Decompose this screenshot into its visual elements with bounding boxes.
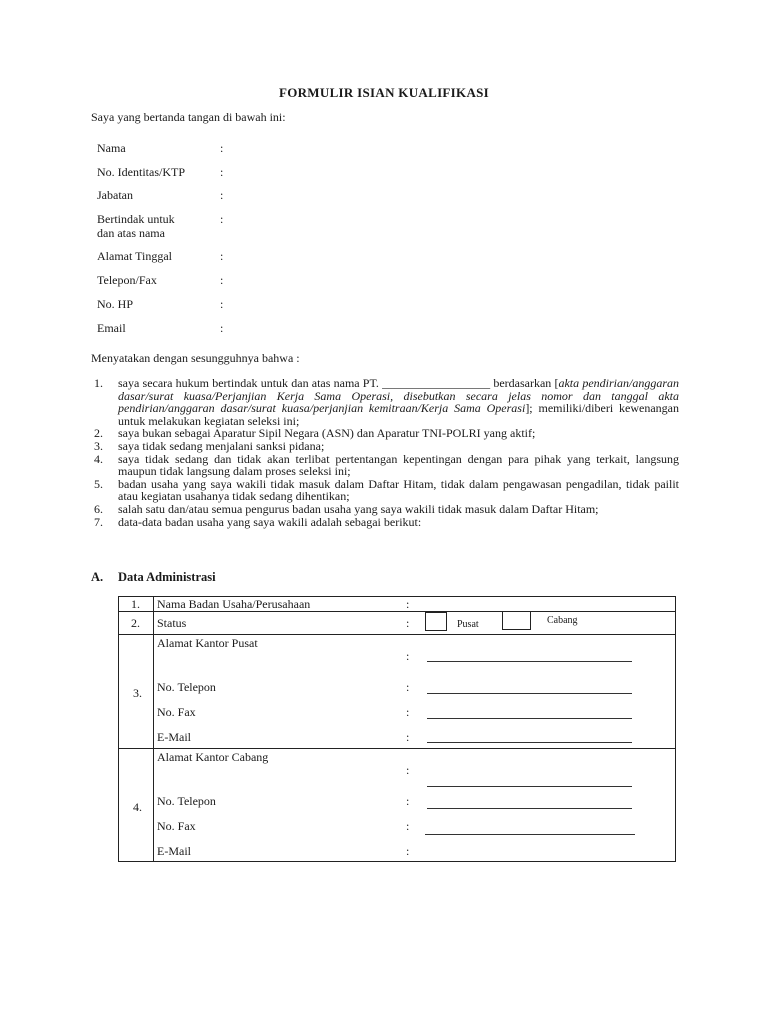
field-colon: : [406,794,410,808]
list-text: saya bukan sebagai Aparatur Sipil Negara (ASN) dan Aparatur TNI-POLRI yang aktif; [118,426,536,441]
list-text-italic: akta pendirian/anggaran dasar/surat kuasa/Perjanjian Kerja Sama Operasi, disebutkan secara jelas nomor dan tanggal akta pendirian/anggaran dasar/surat kuasa/perjanjian kemitraan/Kerja Sama Operasi [118,376,680,416]
head-office-phone-line[interactable] [427,693,632,694]
field-label-atas-nama: dan atas nama [97,226,165,240]
form-title: FORMULIR ISIAN KUALIFIKASI [278,85,490,100]
field-colon: : [220,273,224,287]
list-text: saya secara hukum bertindak untuk dan atas nama PT. __________________ berdasarkan [ [118,376,559,390]
status-label: Status [157,616,187,630]
field-colon: : [220,321,224,335]
field-colon: : [220,141,224,155]
field-colon: : [406,597,410,611]
list-number: 5. [94,476,103,491]
branch-phone-label: No. Telepon [157,794,216,808]
branch-email-label: E-Mail [157,844,191,858]
head-office-phone-label: No. Telepon [157,680,216,694]
field-colon: : [220,165,224,179]
section-title: Data Administrasi [118,570,216,584]
list-text: saya tidak sedang dan tidak akan terlibat pertentangan kepentingan dengan para pihak yang terkait, langsung maupun tidak langsung dalam proses seleksi ini; [118,451,679,479]
status-cabang-checkbox[interactable] [502,611,531,630]
row-number: 3. [133,686,142,700]
field-colon: : [406,730,410,744]
list-item [91,478,679,503]
list-number: 7. [94,514,103,529]
status-cabang-label: Cabang [547,615,578,626]
head-office-fax-label: No. Fax [157,705,196,719]
branch-address-line[interactable] [427,786,632,787]
statement-list [91,377,679,528]
field-colon: : [406,844,410,858]
field-label-alamat: Alamat Tinggal [97,249,173,263]
field-label-bertindak: Bertindak untuk [97,212,175,226]
head-office-email-label: E-Mail [157,730,191,744]
intro-text: Saya yang bertanda tangan di bawah ini: [91,110,286,124]
list-item [91,377,679,427]
section-heading [91,570,216,585]
field-colon: : [406,705,410,719]
status-pusat-label: Pusat [457,619,479,630]
admin-data-table [118,596,676,862]
status-pusat-checkbox[interactable] [425,612,447,631]
list-number: 3. [94,438,103,453]
list-text: salah satu dan/atau semua pengurus badan usaha yang saya wakili tidak masuk dalam Daftar Hitam; [118,501,599,516]
field-colon: : [406,649,410,663]
list-item [91,453,679,478]
list-number: 2. [94,426,103,441]
table-column-divider [153,597,154,861]
field-colon: : [220,297,224,311]
head-office-address-line[interactable] [427,661,632,662]
list-item [91,440,679,453]
field-colon: : [406,763,410,777]
table-divider [119,634,675,635]
branch-fax-label: No. Fax [157,819,196,833]
field-label-email: Email [97,321,126,335]
list-text: data-data badan usaha yang saya wakili adalah sebagai berikut: [118,514,422,529]
head-office-fax-line[interactable] [427,718,632,719]
table-divider [119,748,675,749]
company-name-label: Nama Badan Usaha/Perusahaan [157,597,311,611]
list-text: badan usaha yang saya wakili tidak masuk dalam Daftar Hitam, tidak dalam pengawasan pengadilan, tidak pailit atau kegiatan usahanya tidak sedang dihentikan; [118,476,679,504]
row-number: 2. [131,616,140,630]
field-label-nama: Nama [97,141,126,155]
list-item [91,503,679,516]
field-label-jabatan: Jabatan [97,188,133,202]
field-colon: : [406,680,410,694]
branch-address-label: Alamat Kantor Cabang [157,750,269,764]
head-office-address-label: Alamat Kantor Pusat [157,636,258,650]
statement-text: Menyatakan dengan sesungguhnya bahwa : [91,351,300,365]
field-colon: : [220,188,224,202]
field-colon: : [220,249,224,263]
row-number: 1. [131,597,140,611]
branch-fax-line[interactable] [425,834,635,835]
section-letter: A. [91,570,104,584]
list-item [91,516,679,529]
head-office-email-line[interactable] [427,742,632,743]
list-number: 6. [94,501,103,516]
list-text: saya tidak sedang menjalani sanksi pidana; [118,438,325,453]
field-colon: : [220,212,224,226]
field-label-hp: No. HP [97,297,134,311]
branch-phone-line[interactable] [427,808,632,809]
list-number: 4. [94,451,103,466]
field-colon: : [406,819,410,833]
field-label-telepon: Telepon/Fax [97,273,157,287]
list-number: 1. [94,376,103,390]
list-text: ]; memiliki/diberi kewenangan untuk melakukan kegiatan seleksi ini; [118,401,679,428]
field-colon: : [406,616,410,630]
field-label-ktp: No. Identitas/KTP [97,165,185,179]
row-number: 4. [133,800,142,814]
